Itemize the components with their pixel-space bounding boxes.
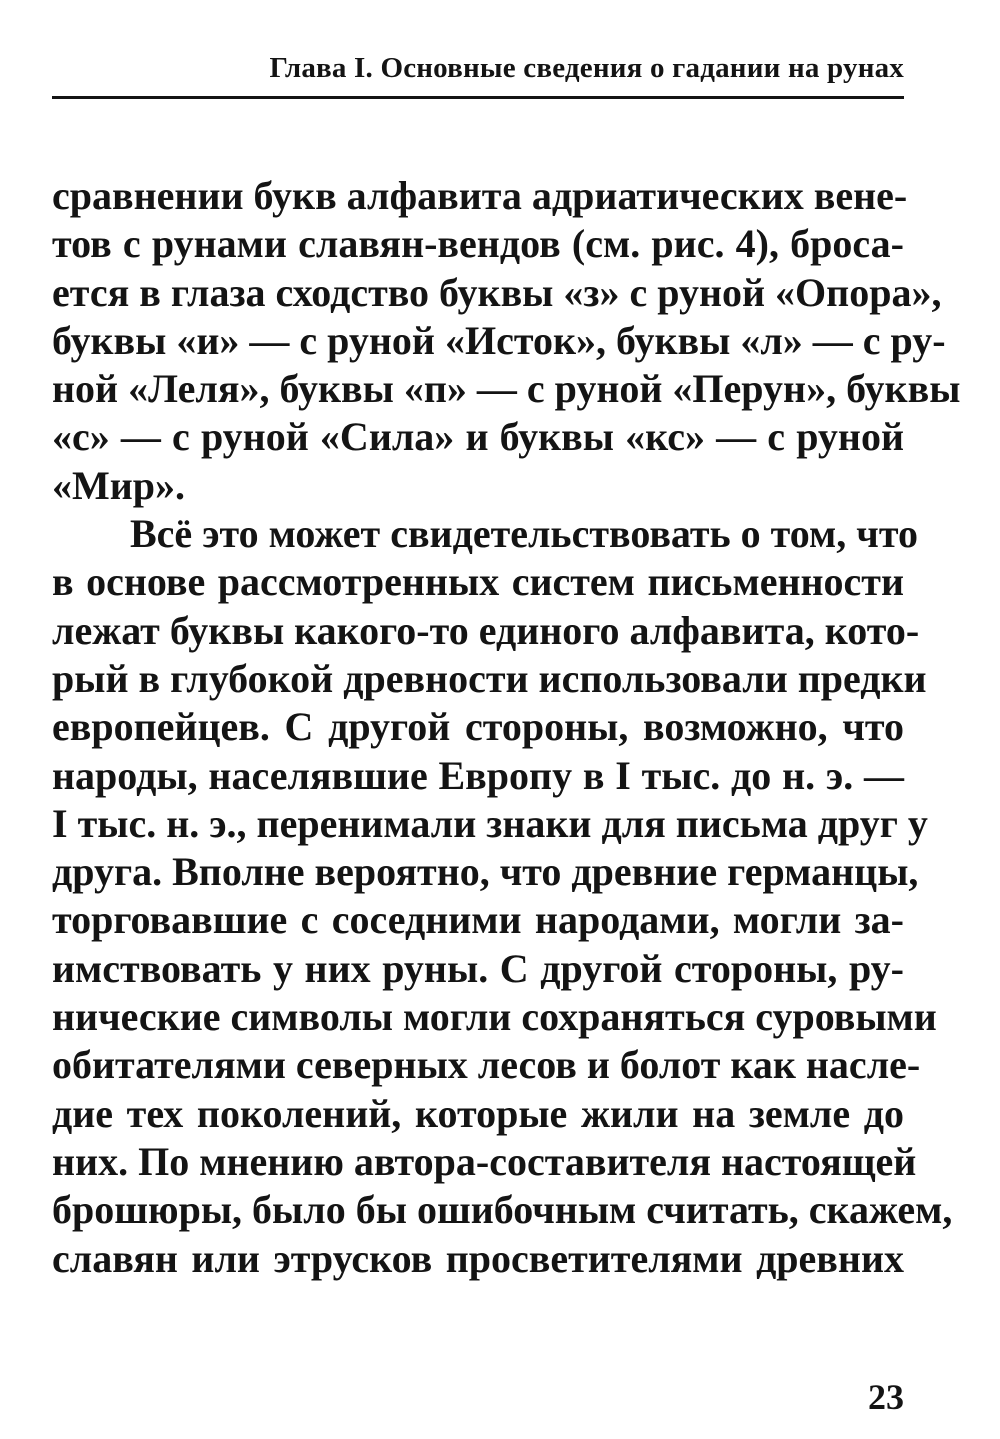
text-line: торговавшие с соседними народами, могли за- bbox=[52, 897, 904, 943]
running-header: Глава I. Основные сведения о гадании на рунах bbox=[269, 52, 904, 84]
text-line: в основе рассмотренных систем письменности bbox=[52, 559, 904, 605]
text-line: тов с рунами славян-вендов (см. рис. 4), броса- bbox=[52, 221, 904, 267]
text-line: рый в глубокой древности использовали предки bbox=[52, 655, 927, 701]
text-line: сравнении букв алфавита адриатических вене- bbox=[52, 173, 908, 218]
text-line: ной «Леля», буквы «п» — с руной «Перун», буквы bbox=[52, 366, 961, 412]
text-line: «Мир». bbox=[52, 462, 186, 508]
text-line: I тыс. н. э., перенимали знаки для письма друг у bbox=[52, 800, 928, 846]
text-line: них. По мнению автора-составителя настоящей bbox=[52, 1138, 917, 1184]
body-text bbox=[52, 172, 961, 1283]
text-line: нические символы могли сохраняться суровыми bbox=[52, 994, 937, 1040]
text-line: дие тех поколений, которые жили на земле до bbox=[52, 1090, 904, 1136]
text-line: буквы «и» — с руной «Исток», буквы «л» — с ру- bbox=[52, 317, 946, 363]
text-line: друга. Вполне вероятно, что древние германцы, bbox=[52, 849, 919, 895]
text-line: «с» — с руной «Сила» и буквы «кс» — с руной bbox=[52, 414, 904, 460]
paragraph bbox=[52, 172, 961, 510]
text-line: народы, населявшие Европу в I тыс. до н. э. — bbox=[52, 752, 904, 798]
text-line: обитателями северных лесов и болот как насле- bbox=[52, 1042, 921, 1088]
text-line: европейцев. С другой стороны, возможно, что bbox=[52, 704, 904, 750]
text-line: лежат буквы какого-то единого алфавита, кото- bbox=[52, 607, 920, 653]
text-line: имствовать у них руны. С другой стороны, ру- bbox=[52, 945, 904, 991]
text-line: Всё это может свидетельствовать о том, что bbox=[130, 511, 918, 557]
header-rule bbox=[52, 96, 904, 99]
text-line: брошюры, было бы ошибочным считать, скажем, bbox=[52, 1187, 953, 1233]
text-line: ется в глаза сходство буквы «з» с руной «Опора», bbox=[52, 269, 942, 315]
text-line: славян или этрусков просветителями древних bbox=[52, 1235, 904, 1281]
paragraph bbox=[52, 510, 953, 1283]
page-number: 23 bbox=[868, 1377, 904, 1417]
